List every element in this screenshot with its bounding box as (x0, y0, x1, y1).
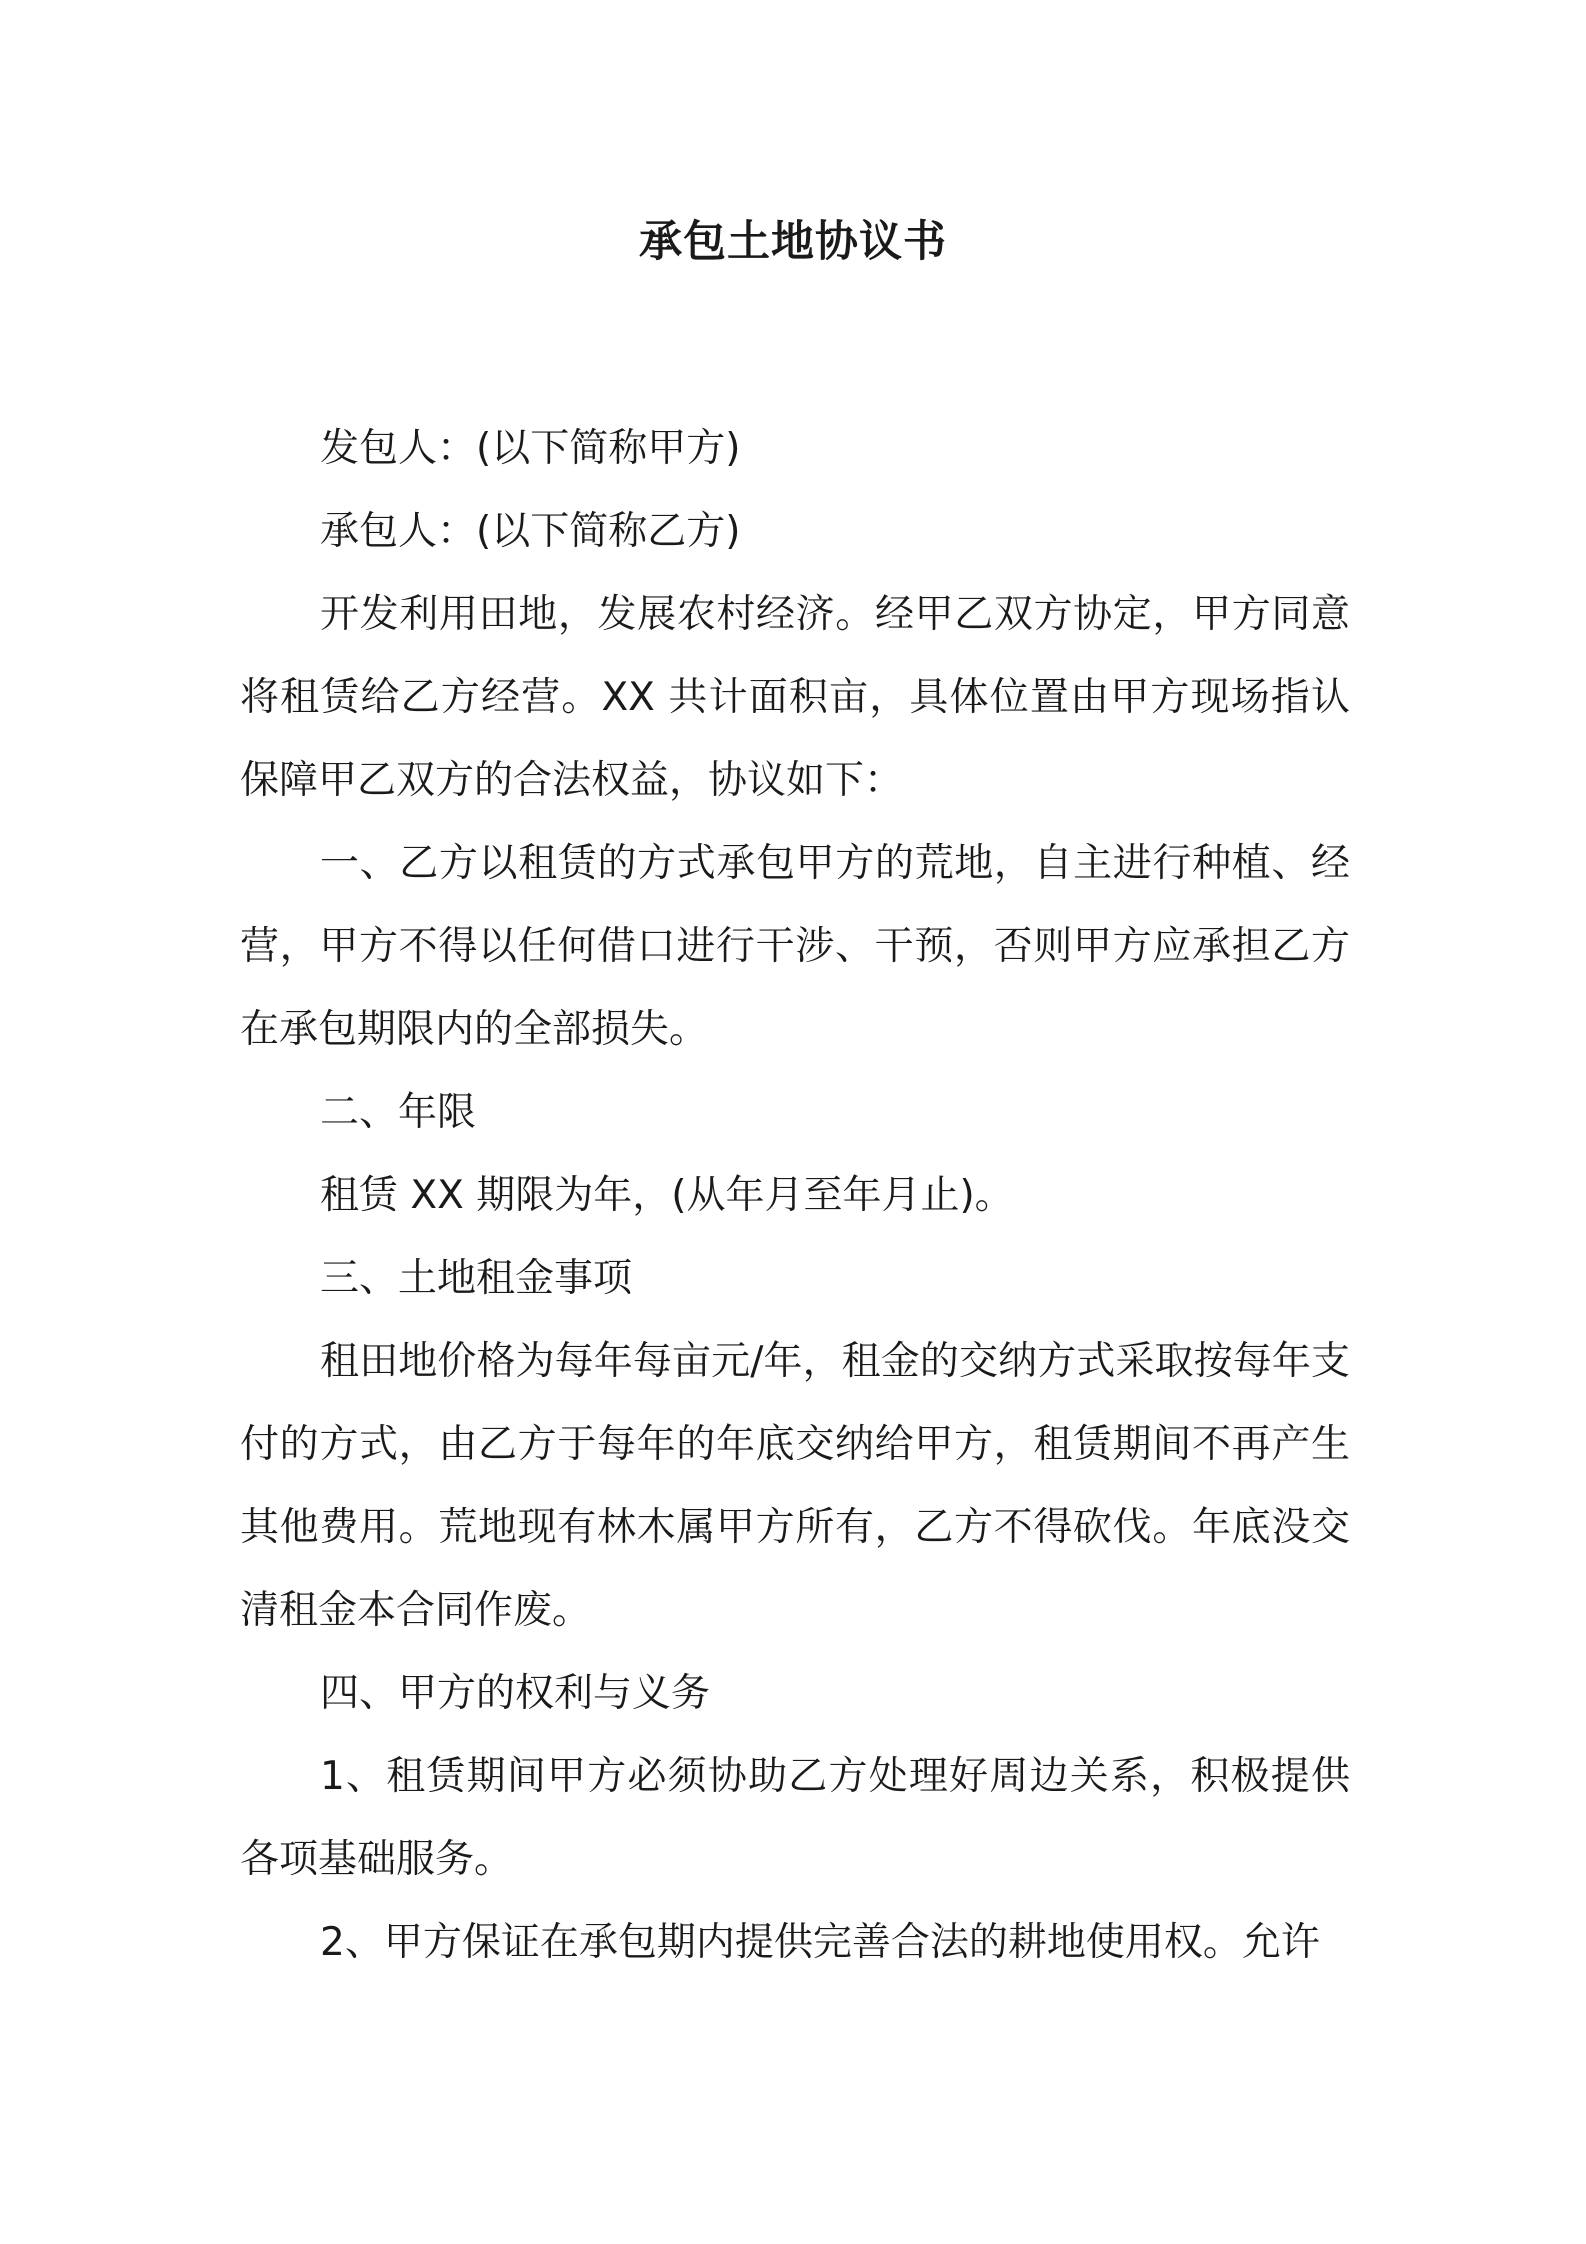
paragraph-contractor: 承包人：(以下简称乙方) (320, 509, 741, 554)
paragraph-preamble: 开发利用田地，发展农村经济。经甲乙双方协定，甲方同意将租赁给乙方经营。XX 共计面积亩，具体位置由甲方现场指认保障甲乙双方的合法权益，协议如下： (240, 592, 1350, 803)
clause-4-heading: 四、甲方的权利与义务 (320, 1671, 711, 1716)
clause-3-text: 租田地价格为每年每亩元/年，租金的交纳方式采取按每年支付的方式，由乙方于每年的年底交纳给甲方，租赁期间不再产生其他费用。荒地现有林木属甲方所有，乙方不得砍伐。年底没交清租金本合同作废。 (240, 1339, 1350, 1633)
clause-3-heading: 三、土地租金事项 (320, 1256, 633, 1301)
document-title: 承包土地协议书 (639, 217, 947, 267)
document-body (240, 407, 1350, 1984)
clause-4-item-2: 2、甲方保证在承包期内提供完善合法的耕地使用权。允许 (320, 1920, 1320, 1965)
clause-1: 一、乙方以租赁的方式承包甲方的荒地，自主进行种植、经营，甲方不得以任何借口进行干涉、干预，否则甲方应承担乙方在承包期限内的全部损失。 (240, 841, 1350, 1052)
clause-4-item-1: 1、租赁期间甲方必须协助乙方处理好周边关系，积极提供各项基础服务。 (240, 1754, 1350, 1882)
paragraph-issuer: 发包人：(以下简称甲方) (320, 426, 741, 471)
clause-2-text: 租赁 XX 期限为年，(从年月至年月止)。 (320, 1173, 1014, 1218)
clause-2-heading: 二、年限 (320, 1090, 477, 1135)
